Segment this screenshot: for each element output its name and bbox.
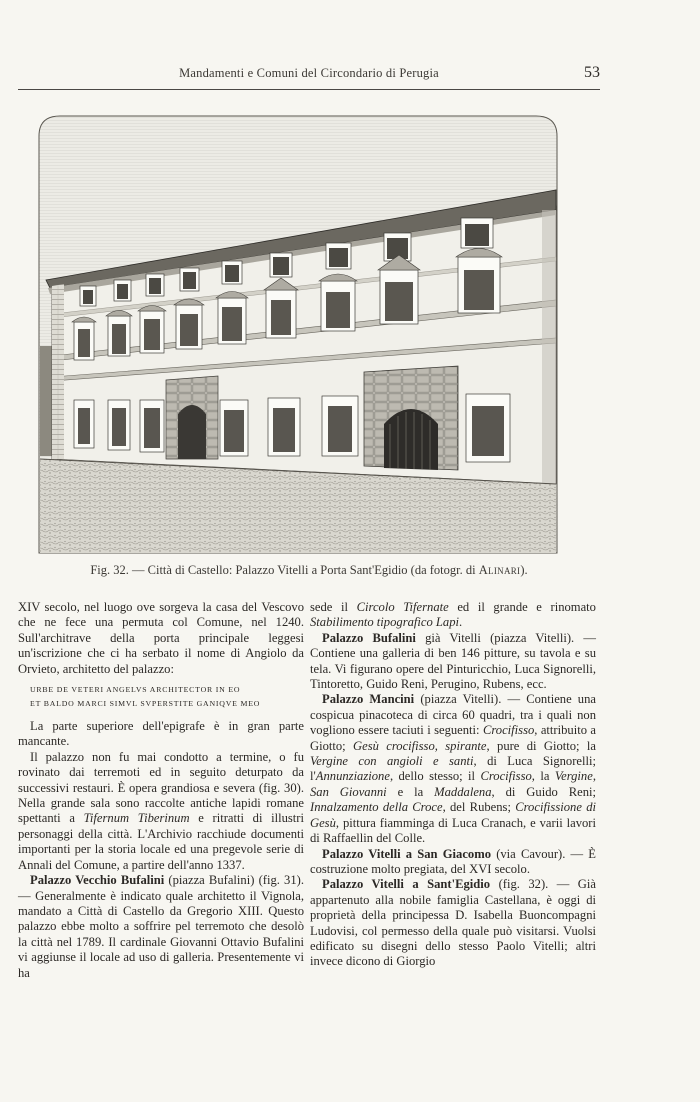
- entry-heading: Palazzo Vitelli a San Giacomo: [322, 846, 492, 861]
- paragraph: [310, 847, 596, 878]
- text-run: , attribuito a Giotto;: [310, 723, 596, 753]
- paragraph: [18, 873, 304, 981]
- caption-end: ).: [520, 563, 528, 577]
- italic-term: San Giovanni: [310, 784, 387, 799]
- entry-heading: Palazzo Vecchio Bufalini: [30, 873, 165, 888]
- text-run: (piazza Vitelli). — Contiene una cospicua pinacoteca di circa 60 quadri, tra i quali non vogliono essere taciuti i seguenti:: [310, 692, 596, 738]
- text-run: sede il: [310, 600, 357, 614]
- text-run: (via Cavour). — È costruzione molto pregiata, del XVI secolo.: [310, 846, 596, 876]
- page-header: [18, 64, 600, 86]
- text-run: , di Guido Reni;: [491, 784, 596, 799]
- caption-text: Fig. 32. — Città di Castello: Palazzo Vitelli a Porta Sant'Egidio (da fotogr. di: [90, 563, 479, 577]
- text-run: già Vitelli (piazza Vitelli). — Contiene una galleria di ben 146 pitture, su tavola e su tela. Vi figurano opere del Pinturicchio, Luca Signorelli, Tintoretto, Guido Reni, Perugino, Rubens, ecc.: [310, 630, 596, 692]
- italic-term: Circolo Tifernate: [356, 600, 449, 614]
- text-run: ed il grande e rinomato: [448, 600, 596, 614]
- italic-term: Crocifisso: [480, 769, 532, 784]
- engraving-illustration: [38, 114, 558, 554]
- text-run: , dello stesso; il: [389, 769, 481, 784]
- paragraph: [310, 692, 596, 846]
- text-run: (piazza Bufalini) (fig. 31). — Generalmente è indicato quale architetto il Vignola, mandato a Città di Castello da Gregorio XIII. Questo palazzo ebbe molto a soffrire pel terremoto che desolò la città nel 1789. Il cardinale Giovanni Ottavio Bufalini vi aggiunse il locale ad uso di galleria. Presentemente vi ha: [18, 873, 304, 980]
- entry-heading: Palazzo Mancini: [322, 692, 415, 707]
- paragraph: XIV secolo, nel luogo ove sorgeva la casa del Vescovo che ne fece una permuta col Comune, nel 1240. Sull'architrave della porta principale leggesi un'iscrizione che ci ha serbato il nome di Angiolo da Orvieto, architetto del palazzo:: [18, 600, 304, 676]
- inscription-line: URBE DE VETERI ANGELVS ARCHITECTOR IN EO: [30, 685, 241, 695]
- text-run: e la: [386, 784, 435, 799]
- italic-term: Maddalena: [434, 784, 492, 799]
- italic-term: Innalzamento della Croce: [310, 800, 443, 815]
- text-run: .: [459, 615, 463, 630]
- page-number: 53: [584, 64, 600, 81]
- inscription-line: ET BALDO MARCI SIMVL SVPERSTITE GANIQVE MEO: [30, 699, 261, 709]
- italic-term: Gesù crocifisso, spirante: [353, 738, 487, 753]
- paragraph: [18, 750, 304, 873]
- caption-credit: Alinari: [478, 563, 521, 577]
- paragraph: [310, 600, 596, 631]
- text-run: e ritratti di illustri personaggi della città. L'Archivio racchiude documenti importanti per la storia locale ed una pregevole serie di Annali del Comune, a partire dell'anno 1337.: [18, 811, 304, 872]
- italic-term: Stabilimento tipografico Lapi: [310, 615, 460, 630]
- text-run: Il palazzo non fu mai condotto a termine, o fu rovinato dai terremoti ed in seguito deturpato da successivi restauri. È opera grandiosa e severa (fig. 30). Nella grande sala sono raccolte antiche lapidi romane spettanti a: [18, 749, 304, 826]
- running-title: Mandamenti e Comuni del Circondario di Perugia: [179, 66, 439, 80]
- left-column: [18, 600, 304, 981]
- text-run: , di Luca Signorelli; l': [310, 754, 596, 784]
- italic-term: Crocifisso: [482, 723, 535, 738]
- text-run: , del Rubens;: [442, 800, 516, 815]
- figure-caption: [18, 563, 600, 578]
- italic-term: Annunziazione: [315, 769, 390, 784]
- text-run: , la: [531, 769, 555, 784]
- text-run: , pittura fiamminga di Luca Cranach, e varii lavori di Raffaellin del Colle.: [310, 815, 596, 846]
- italic-term: Vergine: [554, 769, 593, 784]
- paragraph: [310, 877, 596, 969]
- paragraph: [310, 631, 596, 693]
- text-run: (fig. 32). — Già appartenuto alla nobile famiglia Castellana, è oggi di proprietà della principessa D. Isabella Buoncompagni Ludovisi, col permesso della quale può visitarsi. Vuolsi edificato su disegni dello stesso Paolo Vitelli; altri invece dicono di Giorgio: [310, 877, 596, 969]
- paragraph: La parte superiore dell'epigrafe è in gran parte mancante.: [18, 719, 304, 749]
- italic-term: Crocifissione di Gesù: [310, 800, 596, 830]
- italic-term: Vergine con angioli e santi: [310, 754, 474, 769]
- header-rule: [18, 89, 600, 90]
- entry-heading: Palazzo Vitelli a Sant'Egidio: [322, 877, 491, 892]
- text-run: , pure di Giotto; la: [486, 738, 596, 753]
- text-run: ,: [592, 769, 596, 784]
- italic-term: Tifernum Tiberinum: [83, 811, 190, 826]
- entry-heading: Palazzo Bufalini: [322, 630, 416, 645]
- inscription: [18, 683, 304, 711]
- figure-palazzo-vitelli-engraving: [38, 114, 558, 554]
- right-column: [310, 600, 596, 970]
